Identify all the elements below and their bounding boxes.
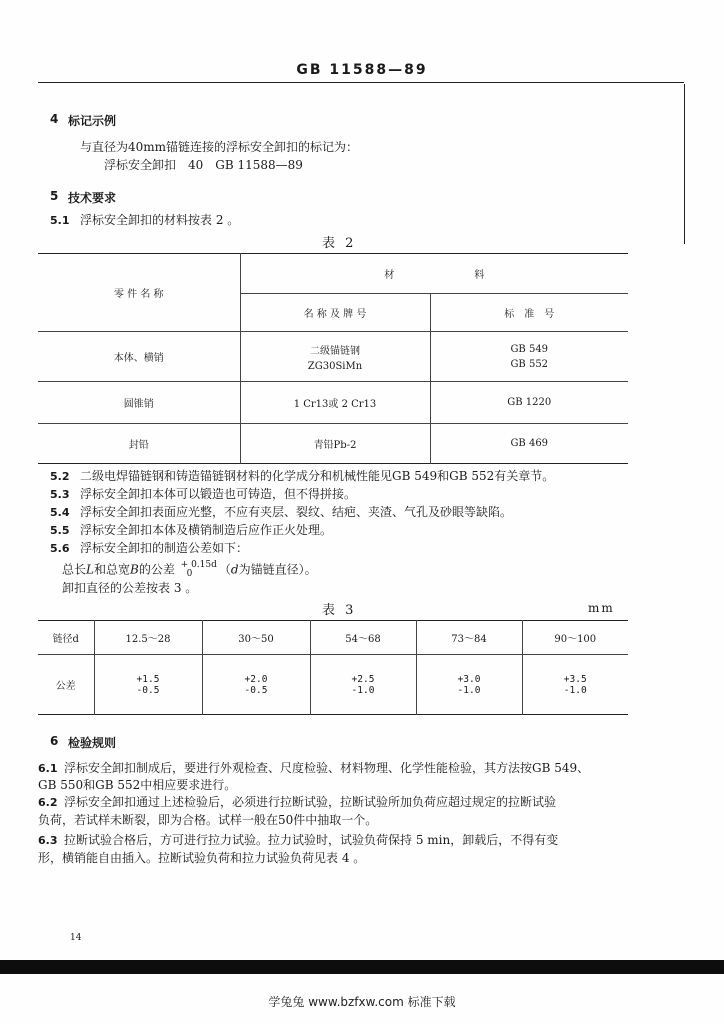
cell-tolerance [522, 655, 628, 715]
cell-standard: GB 1220 [430, 382, 628, 424]
table-3 [38, 620, 628, 715]
marking-example: 浮标安全卸扣 40 GB 11588—89 [104, 158, 303, 172]
item-6-3-number: 6.3 [38, 834, 58, 847]
header-rule [38, 82, 684, 83]
table-row [38, 382, 628, 424]
item-6-1-line-2: GB 550和GB 552中相应要求进行。 [38, 778, 237, 792]
row-label-tolerance: 公差 [38, 655, 94, 715]
item-6-2-line-1: 浮标安全卸扣通过上述检验后，必须进行拉断试验，拉断试验所加负荷应超过规定的拉断试验 [64, 795, 557, 809]
cell-range: 73～84 [416, 621, 522, 655]
item-5-5-number: 5.5 [50, 524, 70, 537]
tolerance-line [62, 561, 317, 579]
tol-upper: +3.0 [457, 673, 481, 685]
cell-standard: GB 469 [430, 424, 628, 464]
tol-upper: + 0.15d [180, 560, 217, 570]
tol-text: 总长 [62, 562, 87, 577]
item-5-2-number: 5.2 [50, 470, 70, 483]
cell-standard [430, 332, 628, 382]
cell-range: 12.5～28 [94, 621, 202, 655]
tol-text: 和总宽 [93, 562, 130, 577]
tol-text: （ [218, 562, 231, 577]
tol-upper: +1.5 [136, 673, 160, 685]
section-4-number: 4 [50, 112, 59, 126]
tol-lower: -1.0 [351, 684, 375, 696]
standard-header: GB 11588—89 [296, 62, 428, 78]
cell-range: 90～100 [522, 621, 628, 655]
cell-tolerance [416, 655, 522, 715]
item-5-6-text: 浮标安全卸扣的制造公差如下： [80, 541, 249, 555]
var-d: d [230, 562, 239, 577]
cell-name: 1 Cr13或 2 Cr13 [240, 382, 430, 424]
col-header-standard: 标 准 号 [430, 294, 628, 332]
tol-lower: -1.0 [563, 684, 587, 696]
cell-part: 圆锥销 [38, 382, 240, 424]
item-6-1-line-1: 浮标安全卸扣制成后，要进行外观检查、尺度检验、材料物理、化学性能检验，其方法按GB 549、 [64, 761, 590, 775]
table-3-caption: 表 3 [322, 603, 357, 618]
section-4-text: 与直径为40mm锚链连接的浮标安全卸扣的标记为： [80, 140, 359, 154]
cell-range: 30～50 [202, 621, 310, 655]
item-6-1-number: 6.1 [38, 762, 58, 775]
cell-name: 青铅Pb-2 [240, 424, 430, 464]
section-5-number: 5 [50, 189, 59, 203]
tol-lower: -1.0 [457, 684, 481, 696]
tol-lower: -0.5 [244, 684, 268, 696]
table-row [38, 621, 628, 655]
col-header-part: 零 件 名 称 [38, 254, 240, 332]
tol-lower: 0 [186, 569, 193, 579]
section-6-title: 检验规则 [68, 736, 117, 750]
item-5-1-number: 5.1 [50, 214, 70, 227]
margin-line [684, 84, 685, 244]
table-row [38, 332, 628, 382]
section-5-title: 技术要求 [68, 191, 117, 205]
var-L: L [86, 562, 94, 577]
cell-part: 封铅 [38, 424, 240, 464]
row-label-chain-diameter: 链径d [38, 621, 94, 655]
item-6-2-number: 6.2 [38, 796, 58, 809]
item-5-3-number: 5.3 [50, 488, 70, 501]
tol-upper: +2.5 [351, 673, 375, 685]
section-4-title: 标记示例 [68, 114, 117, 128]
item-5-6-number: 5.6 [50, 542, 70, 555]
cell-name-line: 二级锚链钢 [310, 345, 360, 357]
item-6-2-line-2: 负荷，若试样未断裂，即为合格。试样一般在50件中抽取一个。 [38, 813, 378, 827]
tol-text: 为锚链直径）。 [238, 562, 317, 577]
col-header-name: 名 称 及 牌 号 [240, 294, 430, 332]
var-B: B [130, 562, 139, 577]
tol-text: 的公差 [138, 562, 175, 577]
section-6-number: 6 [50, 734, 59, 748]
tolerance-fraction [181, 561, 217, 579]
item-5-4-number: 5.4 [50, 506, 70, 519]
tol-upper: +2.0 [244, 673, 268, 685]
cell-tolerance [310, 655, 416, 715]
table-3-unit: mm [588, 601, 615, 615]
cell-name [240, 332, 430, 382]
cell-name-line: ZG30SiMn [307, 360, 363, 372]
page-number: 14 [70, 933, 82, 943]
item-5-2-text: 二级电焊锚链钢和铸造锚链钢材料的化学成分和机械性能见GB 549和GB 552有关章节。 [80, 469, 555, 483]
tol-upper: +3.5 [563, 673, 587, 685]
table-row [38, 424, 628, 464]
item-5-4-text: 浮标安全卸扣表面应光整，不应有夹层、裂纹、结疤、夹渣、气孔及砂眼等缺陷。 [80, 505, 513, 519]
cell-range: 54～68 [310, 621, 416, 655]
cell-standard-line: GB 552 [510, 358, 549, 370]
cell-tolerance [202, 655, 310, 715]
table-row [38, 655, 628, 715]
item-5-5-text: 浮标安全卸扣本体及横销制造后应作正火处理。 [80, 523, 333, 537]
cell-part: 本体、横销 [38, 332, 240, 382]
item-5-6-line-2: 卸扣直径的公差按表 3 。 [62, 581, 198, 595]
item-5-1-text: 浮标安全卸扣的材料按表 2 。 [80, 213, 240, 227]
tol-lower: -0.5 [136, 684, 160, 696]
col-header-material: 材 料 [240, 254, 628, 294]
item-6-3-line-1: 拉断试验合格后，方可进行拉力试验。拉力试验时，试验负荷保持 5 min，卸载后，不得有变 [64, 833, 559, 847]
item-6-3-line-2: 形，横销能自由插入。拉断试验负荷和拉力试验负荷见表 4 。 [38, 851, 366, 865]
scan-border-band [0, 960, 724, 974]
item-5-3-text: 浮标安全卸扣本体可以锻造也可铸造，但不得拼接。 [80, 487, 357, 501]
cell-tolerance [94, 655, 202, 715]
table-2 [38, 253, 628, 464]
cell-standard-line: GB 549 [510, 343, 549, 355]
table-2-caption: 表 2 [322, 236, 357, 251]
watermark-footer: 学兔兔 www.bzfxw.com 标准下载 [268, 995, 456, 1009]
